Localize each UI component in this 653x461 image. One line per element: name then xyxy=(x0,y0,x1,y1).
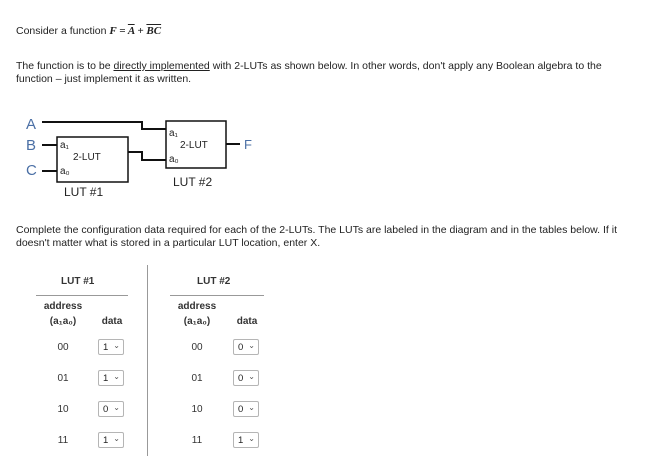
lut2-data-select-10[interactable] xyxy=(233,401,259,417)
lut1-address-10: 10 xyxy=(57,404,69,415)
input-a-label: A xyxy=(26,116,37,133)
lut1-data-value-01: 1 xyxy=(103,373,109,384)
lut1-data-select-11[interactable] xyxy=(98,432,124,448)
lut1-data-select-10[interactable] xyxy=(98,401,124,417)
lut1-address-header: address xyxy=(43,301,83,312)
wire-a xyxy=(42,122,166,129)
lut2-data-value-10: 0 xyxy=(238,404,244,415)
circuit-diagram xyxy=(0,108,290,204)
fn-term-a-bar: $\overline{A}$ xyxy=(127,25,135,37)
table-divider xyxy=(147,265,148,456)
chevron-down-icon: ⌄ xyxy=(113,434,120,443)
lut2-header-rule xyxy=(170,295,264,296)
lut1-a1-pin: a₁ xyxy=(60,140,69,151)
intro-prefix: Consider a function xyxy=(16,25,110,37)
lut1-name: LUT #1 xyxy=(64,185,104,199)
lut2-data-value-01: 0 xyxy=(238,373,244,384)
wire-lut1-to-lut2 xyxy=(128,152,166,160)
lut1-a0-pin: a₀ xyxy=(60,166,70,177)
lut2-address-header: address xyxy=(177,301,217,312)
p1-underlined: directly implemented xyxy=(113,60,210,72)
lut2-data-select-01[interactable] xyxy=(233,370,259,386)
lut1-address-sub: (a₁a₀) xyxy=(49,316,77,327)
lut1-address-11: 11 xyxy=(57,435,69,446)
lut2-data-value-11: 1 xyxy=(238,435,244,446)
fn-plus: + xyxy=(134,25,147,37)
chevron-down-icon: ⌄ xyxy=(248,434,255,443)
chevron-down-icon: ⌄ xyxy=(248,341,255,350)
lut1-table-title: LUT #1 xyxy=(61,276,95,287)
lut1-address-00: 00 xyxy=(57,342,69,353)
function-expression xyxy=(109,25,161,37)
lut2-data-select-11[interactable] xyxy=(233,432,259,448)
lut2-address-01: 01 xyxy=(191,373,203,384)
instructions-p2-line2: doesn't matter what is stored in a particular LUT location, enter X. xyxy=(16,237,321,249)
lut2-name: LUT #2 xyxy=(173,175,213,189)
p1-text-a: The function is to be xyxy=(16,60,114,72)
lut2-address-11: 11 xyxy=(191,435,203,446)
instructions-p1-line2: function – just implement it as written. xyxy=(16,73,192,85)
lut1-data-value-10: 0 xyxy=(103,404,109,415)
chevron-down-icon: ⌄ xyxy=(248,403,255,412)
fn-term-bc-bar: $\overline{BC}$ xyxy=(146,25,162,37)
lut2-data-value-00: 0 xyxy=(238,342,244,353)
chevron-down-icon: ⌄ xyxy=(113,372,120,381)
fn-lhs: F = xyxy=(109,25,128,37)
lut1-header-rule xyxy=(36,295,128,296)
instructions-p1-line1 xyxy=(16,60,646,73)
lut2-address-sub: (a₁a₀) xyxy=(183,316,211,327)
lut1-address-01: 01 xyxy=(57,373,69,384)
lut1-data-header: data xyxy=(101,316,123,327)
lut2-data-header: data xyxy=(236,316,258,327)
intro-line xyxy=(16,25,161,38)
lut2-data-select-00[interactable] xyxy=(233,339,259,355)
lut1-data-value-11: 1 xyxy=(103,435,109,446)
instructions-paragraph-2 xyxy=(16,224,646,250)
lut1-data-select-01[interactable] xyxy=(98,370,124,386)
chevron-down-icon: ⌄ xyxy=(113,341,120,350)
lut2-table-title: LUT #2 xyxy=(197,276,231,287)
p1-text-b: with 2-LUTs as shown below. In other words, don't apply any Boolean algebra to the xyxy=(209,60,602,72)
lut2-a0-pin: a₀ xyxy=(169,154,179,165)
output-f-label: F xyxy=(244,137,252,152)
lut2-address-10: 10 xyxy=(191,404,203,415)
instructions-p2-line1: Complete the configuration data required for each of the 2-LUTs. The LUTs are labeled in the diagram and in the tables below. If it xyxy=(16,224,617,236)
lut2-body-label: 2-LUT xyxy=(180,140,208,151)
lut1-body-label: 2-LUT xyxy=(73,152,101,163)
lut2-address-00: 00 xyxy=(191,342,203,353)
input-c-label: C xyxy=(26,162,37,179)
chevron-down-icon: ⌄ xyxy=(248,372,255,381)
lut1-data-select-00[interactable] xyxy=(98,339,124,355)
chevron-down-icon: ⌄ xyxy=(113,403,120,412)
lut2-a1-pin: a₁ xyxy=(169,128,178,139)
lut1-data-value-00: 1 xyxy=(103,342,109,353)
input-b-label: B xyxy=(26,137,37,154)
instructions-paragraph-1 xyxy=(16,60,646,86)
